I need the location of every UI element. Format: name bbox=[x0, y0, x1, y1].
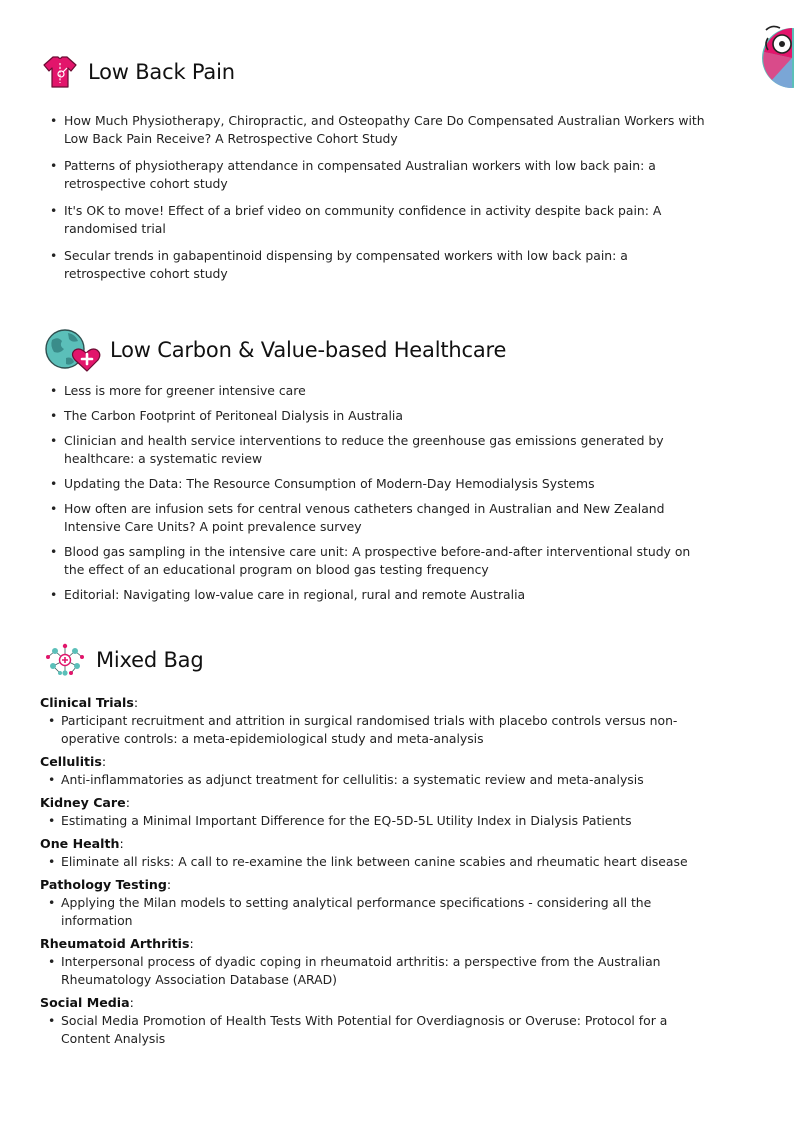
shirt-spine-icon bbox=[42, 54, 78, 90]
topic-heading: Cellulitis bbox=[40, 754, 102, 769]
topic-heading: Rheumatoid Arthritis bbox=[40, 936, 190, 951]
list-item[interactable]: • Eliminate all risks: A call to re-examine the link between canine scabies and rheumatic heart disease bbox=[40, 853, 720, 871]
list-item[interactable]: • How Much Physiotherapy, Chiropractic, and Osteopathy Care Do Compensated Australian Workers with Low Back Pain Receive? A Retrospective Cohort Study bbox=[40, 112, 710, 148]
section-title: Low Back Pain bbox=[88, 60, 235, 84]
section-title: Low Carbon & Value-based Healthcare bbox=[110, 338, 507, 362]
topic-kidney-care: Kidney Care: • Estimating a Minimal Important Difference for the EQ-5D-5L Utility Index in Dialysis Patients bbox=[40, 794, 720, 830]
topic-pathology-testing: Pathology Testing: • Applying the Milan models to setting analytical performance specifications - considering all the information bbox=[40, 876, 720, 930]
list-item[interactable]: • Secular trends in gabapentinoid dispensing by compensated workers with low back pain: a retrospective cohort study bbox=[40, 247, 710, 283]
list-item[interactable]: • Blood gas sampling in the intensive care unit: A prospective before-and-after interventional study on the effect of an educational program on blood gas testing frequency bbox=[40, 543, 710, 579]
owl-logo-icon bbox=[762, 18, 794, 96]
list-item[interactable]: • Applying the Milan models to setting analytical performance specifications - considering all the information bbox=[40, 894, 720, 930]
topic-heading: Pathology Testing bbox=[40, 877, 167, 892]
section-header-low-carbon bbox=[44, 328, 506, 372]
list-item[interactable]: • How often are infusion sets for central venous catheters changed in Australian and New Zealand Intensive Care Units? A point prevalence survey bbox=[40, 500, 710, 536]
topic-heading: Clinical Trials bbox=[40, 695, 134, 710]
topic-one-health: One Health: • Eliminate all risks: A call to re-examine the link between canine scabies and rheumatic heart disease bbox=[40, 835, 720, 871]
list-item[interactable]: • It's OK to move! Effect of a brief video on community confidence in activity despite back pain: A randomised trial bbox=[40, 202, 710, 238]
list-item[interactable]: • Updating the Data: The Resource Consumption of Modern-Day Hemodialysis Systems bbox=[40, 475, 710, 493]
topic-heading: One Health bbox=[40, 836, 120, 851]
list-item[interactable]: • Participant recruitment and attrition in surgical randomised trials with placebo controls versus non-operative controls: a meta-epidemiological study and meta-analysis bbox=[40, 712, 720, 748]
list-item[interactable]: • Editorial: Navigating low-value care in regional, rural and remote Australia bbox=[40, 586, 710, 604]
globe-heart-icon bbox=[44, 328, 104, 372]
topic-rheumatoid-arthritis: Rheumatoid Arthritis: • Interpersonal process of dyadic coping in rheumatoid arthritis: a perspective from the Australian Rheumatology Association Database (ARAD) bbox=[40, 935, 720, 989]
low-back-pain-list bbox=[40, 112, 710, 292]
list-item[interactable]: • Patterns of physiotherapy attendance in compensated Australian workers with low back pain: a retrospective cohort study bbox=[40, 157, 710, 193]
topic-clinical-trials: Clinical Trials: • Participant recruitment and attrition in surgical randomised trials with placebo controls versus non-operative controls: a meta-epidemiological study and meta-analysis bbox=[40, 694, 720, 748]
mixed-bag-topics bbox=[40, 694, 720, 1053]
list-item[interactable]: • Interpersonal process of dyadic coping in rheumatoid arthritis: a perspective from the Australian Rheumatology Association Database (ARAD) bbox=[40, 953, 720, 989]
list-item[interactable]: • Clinician and health service interventions to reduce the greenhouse gas emissions generated by healthcare: a systematic review bbox=[40, 432, 710, 468]
list-item[interactable]: • The Carbon Footprint of Peritoneal Dialysis in Australia bbox=[40, 407, 710, 425]
low-carbon-list bbox=[40, 382, 710, 611]
molecule-network-icon bbox=[44, 642, 86, 678]
topic-social-media: Social Media: • Social Media Promotion of Health Tests With Potential for Overdiagnosis or Overuse: Protocol for a Content Analysis bbox=[40, 994, 720, 1048]
topic-heading: Kidney Care bbox=[40, 795, 126, 810]
list-item[interactable]: • Less is more for greener intensive care bbox=[40, 382, 710, 400]
topic-cellulitis: Cellulitis: • Anti-inflammatories as adjunct treatment for cellulitis: a systematic review and meta-analysis bbox=[40, 753, 720, 789]
section-header-low-back-pain bbox=[42, 54, 235, 90]
list-item[interactable]: • Social Media Promotion of Health Tests With Potential for Overdiagnosis or Overuse: Protocol for a Content Analysis bbox=[40, 1012, 720, 1048]
topic-heading: Social Media bbox=[40, 995, 130, 1010]
section-header-mixed-bag bbox=[44, 642, 203, 678]
section-title: Mixed Bag bbox=[96, 648, 204, 672]
list-item[interactable]: • Estimating a Minimal Important Difference for the EQ-5D-5L Utility Index in Dialysis Patients bbox=[40, 812, 720, 830]
list-item[interactable]: • Anti-inflammatories as adjunct treatment for cellulitis: a systematic review and meta-analysis bbox=[40, 771, 720, 789]
